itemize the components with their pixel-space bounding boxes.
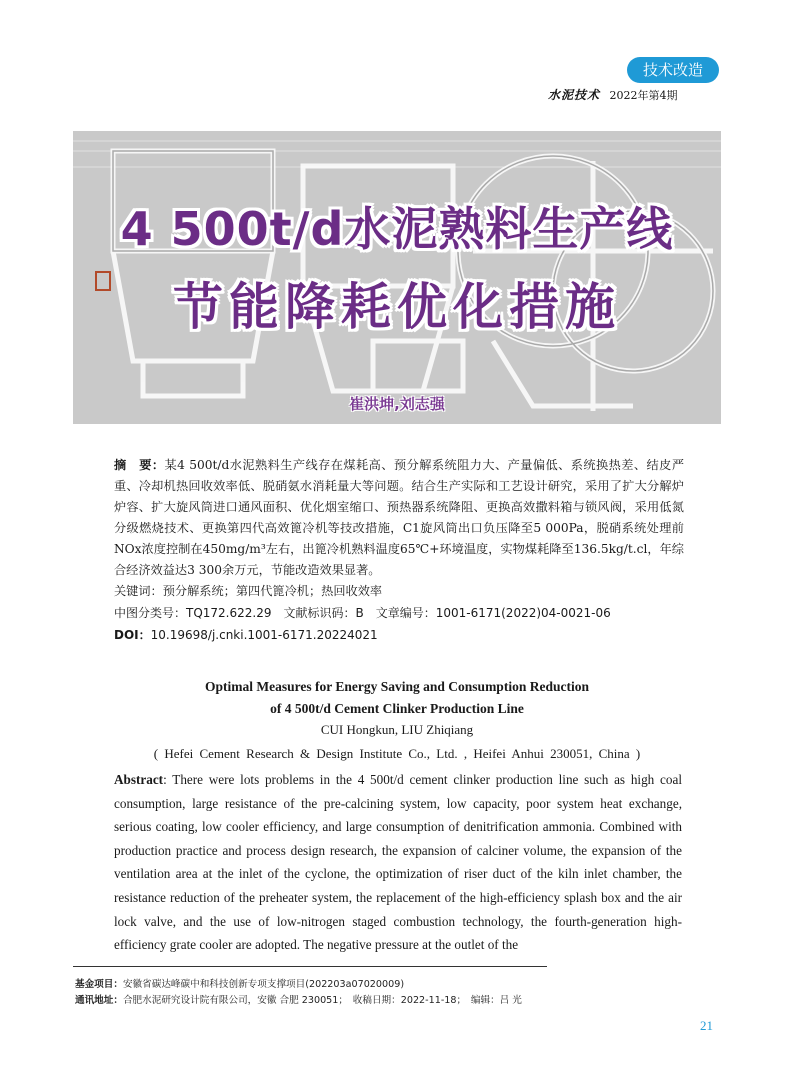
title-banner [73, 131, 721, 424]
footnote-fund [75, 976, 715, 990]
english-abstract-label: Abstract [114, 772, 164, 787]
abstract-chinese [114, 455, 684, 581]
article-title-line-2: 节能降耗优化措施 [173, 278, 621, 336]
address-text: 合肥水泥研究设计院有限公司，安徽 合肥 230051； 收稿日期：2022-11-18； 编辑：吕 光 [122, 995, 522, 1006]
journal-issue: 2022年第4期 [609, 89, 678, 102]
journal-name: 水泥技术 [548, 88, 601, 102]
footnote-address [75, 992, 715, 1006]
keywords-text: 预分解系统；第四代篦冷机；热回收效率 [162, 584, 383, 598]
english-title-line-1: Optimal Measures for Energy Saving and Consumption Reduction [205, 679, 589, 694]
fund-text: 安徽省碳达峰碳中和科技创新专项支撑项目(202203a07020009) [122, 979, 405, 990]
footnote-divider [73, 966, 547, 967]
english-abstract [114, 768, 682, 957]
doi-line [114, 624, 684, 646]
article-title-line-1: 4 500t/d水泥熟料生产线 [120, 202, 674, 256]
english-authors: CUI Hongkun, LIU Zhiqiang [320, 722, 474, 737]
doi-value: 10.19698/j.cnki.1001-6171.20224021 [150, 628, 378, 642]
english-abstract-text: : There were lots problems in the 4 500t/d cement clinker production line such as high coal consumption, large resistance of the pre-calcining system, low capacity, poor system heat exchange, serious coating, low cooler efficiency, and large consumption of denitrification ammonia. Combined with production practice and process design research, the expansion of calciner volume, the expansion of the ventilation area at the inlet of the cyclone, the optimization of riser duct of the kiln inlet chamber, the resistance reduction of the preheater system, the replacement of the high-efficiency splash box and the air lock valve, and the use of low-nitrogen staged combustion technology, the fourth-generation high-efficiency grate cooler are adopted. The negative pressure at the outlet of the [114, 772, 682, 953]
english-title-line-2: of 4 500t/d Cement Clinker Production Line [270, 701, 524, 716]
authors-chinese: 崔洪坤,刘志强 [349, 395, 445, 413]
abstract-chinese-text: 某4 500t/d水泥熟料生产线存在煤耗高、预分解系统阻力大、产量偏低、系统换热差、结皮严重、冷却机热回收效率低、脱硝氨水消耗量大等问题。结合生产实际和工艺设计研究，采用了扩大分解炉炉容、扩大旋风筒进口通风面积、优化烟室缩口、预热器系统降阻、更换高效撒料箱与锁风阀，采用低氮分级燃烧技术、更换第四代高效篦冷机等技改措施，C1旋风筒出口负压降至5 000Pa，脱硝系统处理前NOx浓度控制在450mg/m³左右，出篦冷机熟料温度65℃+环境温度，实物煤耗降至136.5kg/t.cl，年综合经济效益达3 300余万元，节能改造效果显著。 [114, 458, 685, 577]
page-number: 21 [700, 1018, 713, 1033]
section-badge: 技术改造 [627, 57, 719, 83]
chinese-abstract-block [114, 455, 684, 646]
doi-label: DOI： [114, 628, 151, 642]
abstract-label: 摘 要： [114, 458, 165, 472]
keywords [114, 581, 684, 602]
journal-header [548, 86, 698, 103]
fund-label: 基金项目： [75, 979, 123, 990]
english-title [100, 676, 694, 720]
keywords-label: 关键词： [114, 584, 163, 598]
classification-line: 中图分类号：TQ172.622.29 文献标识码：B 文章编号：1001-6171(2022)04-0021-06 [114, 606, 611, 620]
address-label: 通讯地址： [75, 995, 123, 1006]
english-affiliation: ( Hefei Cement Research & Design Institute Co., Ltd. , Heifei Anhui 230051, China ) [153, 746, 641, 761]
